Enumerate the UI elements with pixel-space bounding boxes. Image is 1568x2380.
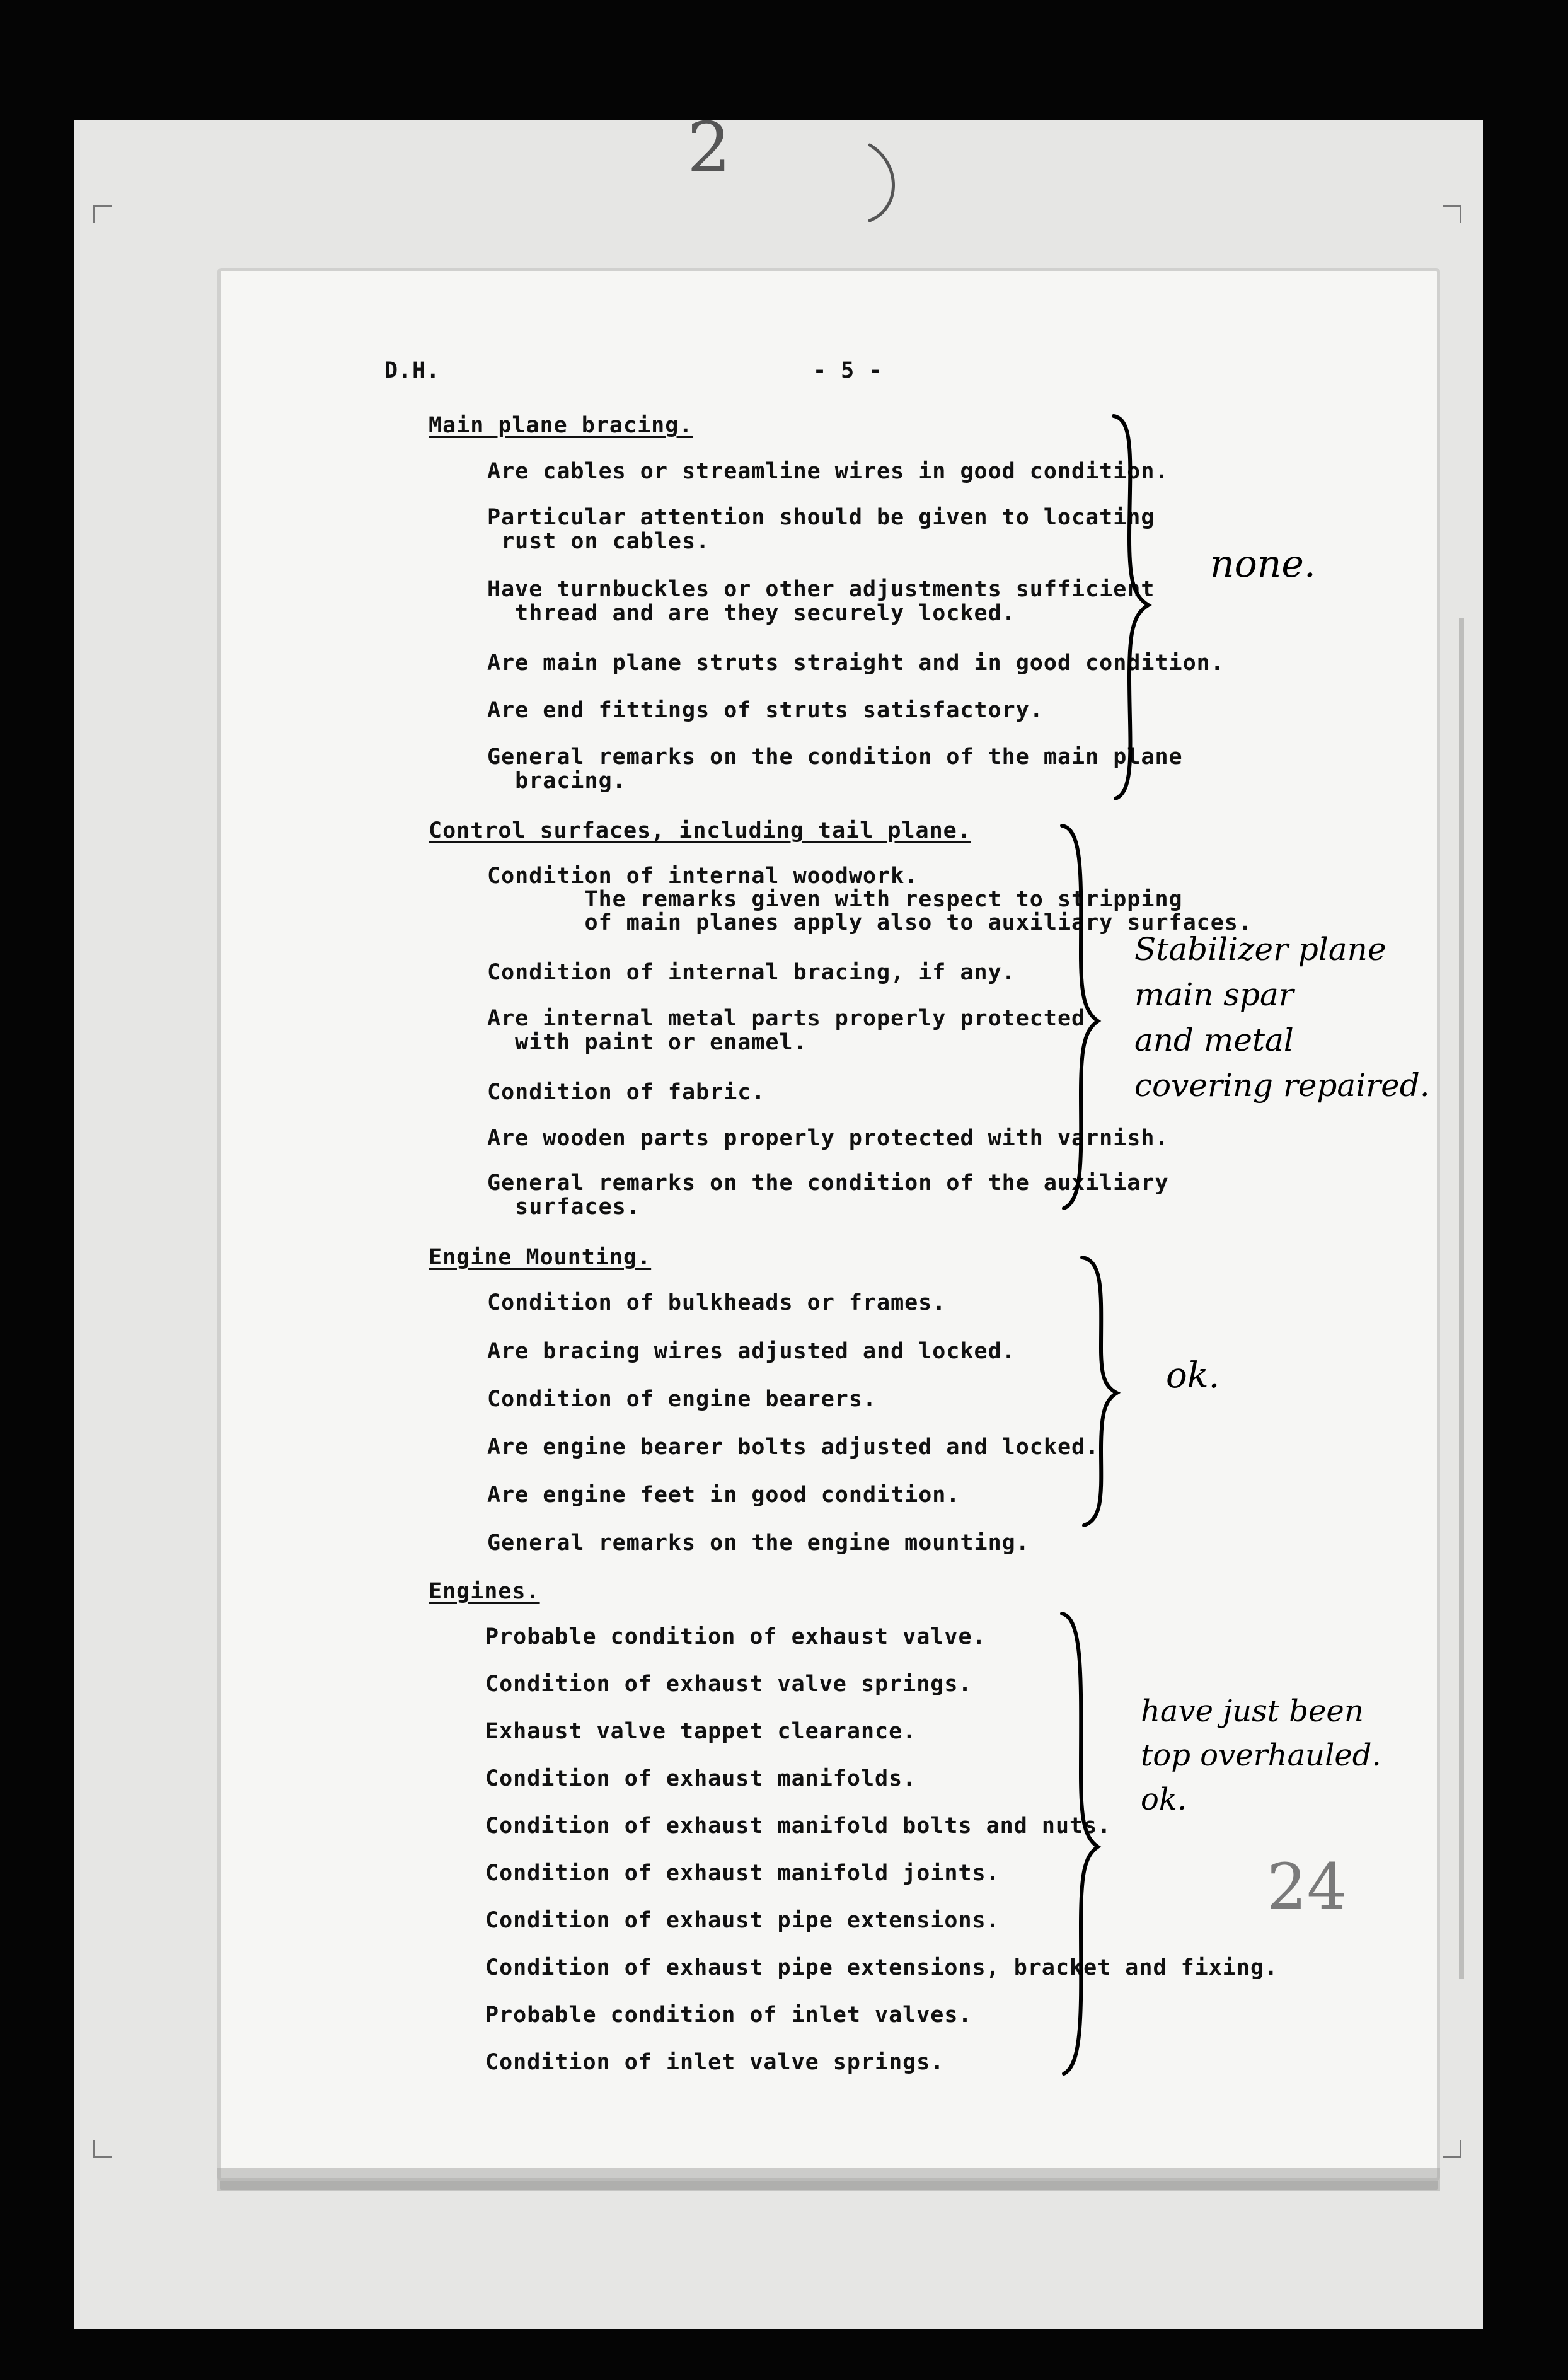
crop-mark [1443,2140,1461,2158]
checklist-item: Are internal metal parts properly protected with paint or enamel. [487,1006,1086,1055]
handwritten-brace [1079,1254,1129,1532]
handwritten-note: ok. [1166,1355,1220,1396]
checklist-item: Are end fittings of struts satisfactory. [487,698,1044,723]
section-heading: Engine Mounting. [429,1245,652,1270]
checklist-item: Are engine feet in good condition. [487,1482,960,1508]
checklist-item: Probable condition of inlet valves. [485,2002,972,2028]
checklist-item: Condition of exhaust valve springs. [485,1672,972,1697]
checklist-item: Probable condition of exhaust valve. [485,1624,986,1649]
checklist-item: Condition of engine bearers. [487,1387,877,1412]
handwritten-note: none. [1210,542,1316,586]
checklist-item: Condition of exhaust manifold joints. [485,1861,1000,1886]
checklist-item: Are cables or streamline wires in good condition. [487,459,1169,484]
checklist-item: Condition of internal woodwork. The remarks given with respect to stripping of main planes apply also to auxiliary surfaces. [487,864,1252,935]
checklist-item: General remarks on the condition of the main plane bracing. [487,744,1183,794]
checklist-item: Have turnbuckles or other adjustments sufficient thread and are they securely locked. [487,577,1155,626]
backing-fold [1459,618,1464,1979]
crop-mark [93,205,112,223]
checklist-item: Condition of exhaust pipe extensions. [485,1908,1000,1933]
handwritten-note: Stabilizer plane main spar and metal covering repaired. [1134,931,1430,1104]
checklist-item: Condition of exhaust pipe extensions, bracket and fixing. [485,1955,1279,1980]
handwritten-brace [1110,413,1161,804]
checklist-item: General remarks on the engine mounting. [487,1530,1030,1556]
handwritten-brace [1059,823,1109,1213]
checklist-item: Condition of exhaust manifold bolts and nuts. [485,1813,1112,1839]
section-heading: Control surfaces, including tail plane. [429,818,971,843]
section-heading: Engines. [429,1579,540,1604]
handwritten-note: have just been top overhauled. ok. [1141,1694,1381,1817]
checklist-item: Are wooden parts properly protected with varnish. [487,1126,1169,1151]
handwritten-brace [1059,1610,1109,2080]
document-reference: D.H. [384,358,441,383]
page-number: - 5 - [813,358,883,383]
crop-mark [1443,205,1461,223]
checklist-item: Condition of fabric. [487,1080,766,1105]
crop-mark [93,2140,112,2158]
checklist-item: Exhaust valve tappet clearance. [485,1719,917,1744]
page-shadow [217,2168,1440,2191]
checklist-item: Are bracing wires adjusted and locked. [487,1339,1016,1364]
pencil-folio-number: 24 [1267,1850,1347,1924]
section-heading: Main plane bracing. [429,413,693,438]
checklist-item: Are engine bearer bolts adjusted and locked. [487,1435,1100,1460]
pencil-page-number: 2 [687,107,731,188]
checklist-item: Condition of exhaust manifolds. [485,1766,917,1791]
checklist-item: General remarks on the condition of the auxiliary surfaces. [487,1170,1169,1220]
pencil-bracket [863,139,914,227]
checklist-item: Particular attention should be given to locating rust on cables. [487,505,1155,554]
checklist-item: Condition of bulkheads or frames. [487,1290,947,1315]
checklist-item: Condition of inlet valve springs. [485,2050,945,2075]
checklist-item: Are main plane struts straight and in good condition. [487,650,1225,676]
checklist-item: Condition of internal bracing, if any. [487,960,1016,985]
